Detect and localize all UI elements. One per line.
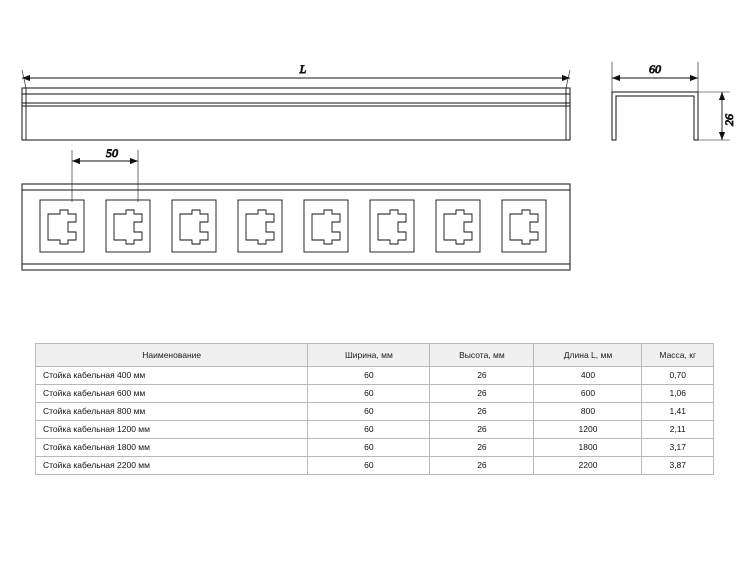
cell-mass: 0,70: [642, 367, 714, 385]
cell-width: 60: [308, 457, 430, 475]
cell-length: 1800: [534, 439, 642, 457]
column-header-name: Наименование: [36, 344, 308, 367]
cell-name: Стойка кабельная 2200 мм: [36, 457, 308, 475]
cell-width: 60: [308, 421, 430, 439]
cell-length: 2200: [534, 457, 642, 475]
cell-height: 26: [430, 421, 534, 439]
cell-length: 1200: [534, 421, 642, 439]
table-row: [36, 367, 714, 385]
cell-width: 60: [308, 385, 430, 403]
column-header-mass: Масса, кг: [642, 344, 714, 367]
table-header-row: [36, 344, 714, 367]
table-row: [36, 439, 714, 457]
cell-mass: 1,41: [642, 403, 714, 421]
cell-height: 26: [430, 385, 534, 403]
cell-height: 26: [430, 403, 534, 421]
column-header-height: Высота, мм: [430, 344, 534, 367]
table-row: [36, 457, 714, 475]
cell-name: Стойка кабельная 1200 мм: [36, 421, 308, 439]
pitch-dimension: [72, 150, 138, 202]
slot-plan-view: [22, 184, 570, 270]
cell-mass: 3,17: [642, 439, 714, 457]
length-dimension-label: L: [299, 62, 307, 76]
specification-table: [35, 343, 714, 475]
cell-name: Стойка кабельная 400 мм: [36, 367, 308, 385]
cell-name: Стойка кабельная 800 мм: [36, 403, 308, 421]
pitch-dimension-label: 50: [106, 146, 118, 160]
height-dimension-label: 26: [722, 114, 736, 126]
cell-mass: 1,06: [642, 385, 714, 403]
cell-width: 60: [308, 367, 430, 385]
table-row: [36, 385, 714, 403]
cell-mass: 2,11: [642, 421, 714, 439]
cell-length: 400: [534, 367, 642, 385]
cell-length: 800: [534, 403, 642, 421]
cell-name: Стойка кабельная 1800 мм: [36, 439, 308, 457]
table-row: [36, 421, 714, 439]
column-header-length: Длина L, мм: [534, 344, 642, 367]
cell-name: Стойка кабельная 600 мм: [36, 385, 308, 403]
cell-height: 26: [430, 457, 534, 475]
cell-width: 60: [308, 403, 430, 421]
column-header-width: Ширина, мм: [308, 344, 430, 367]
cell-width: 60: [308, 439, 430, 457]
length-dimension: [22, 70, 570, 88]
cell-length: 600: [534, 385, 642, 403]
cell-mass: 3,87: [642, 457, 714, 475]
cell-height: 26: [430, 367, 534, 385]
front-elevation-view: [22, 88, 570, 140]
cell-height: 26: [430, 439, 534, 457]
specification-table-wrapper: [35, 343, 714, 475]
width-dimension-label: 60: [649, 62, 661, 76]
table-row: [36, 403, 714, 421]
cross-section-view: [612, 92, 698, 140]
